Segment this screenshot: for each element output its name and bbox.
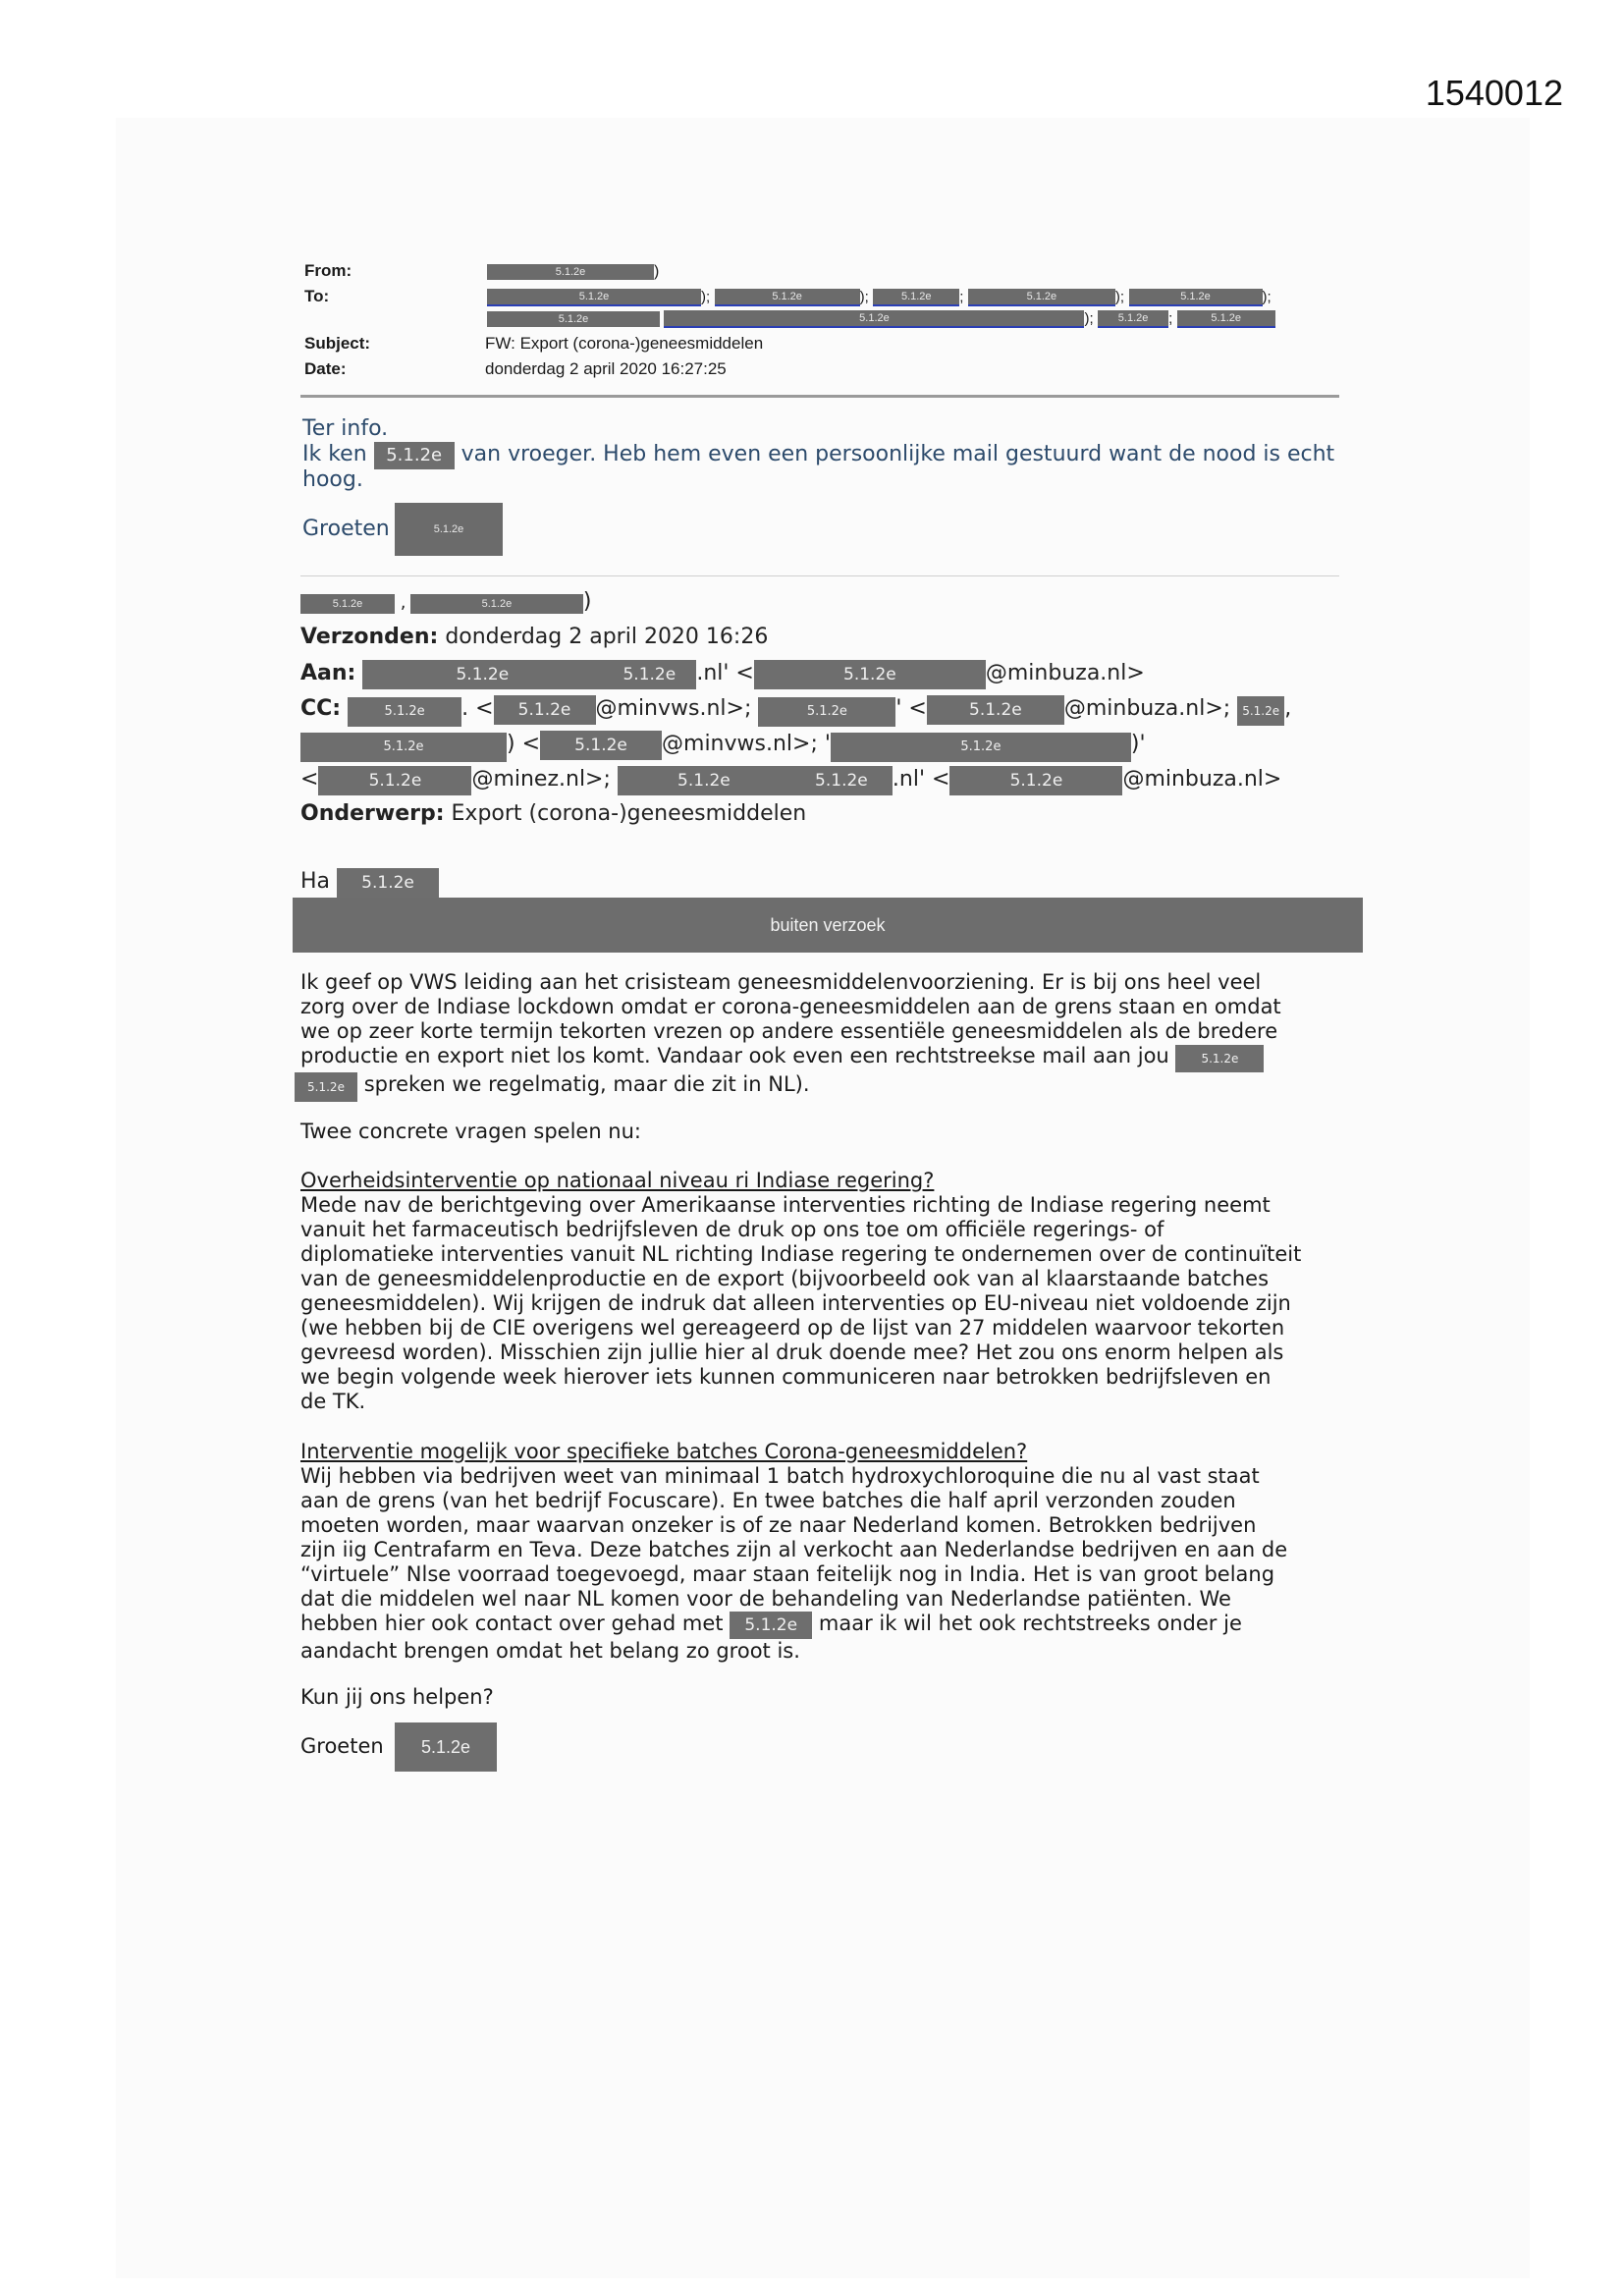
header-divider (300, 395, 1339, 398)
closing-question: Kun jij ons helpen? (300, 1685, 494, 1709)
body-paragraph-2: Twee concrete vragen spelen nu: (300, 1120, 642, 1143)
closing-signature-redaction: 5.1.2e (395, 1722, 497, 1772)
forward-line1: Ter info. (302, 416, 389, 441)
to-label: To: (304, 287, 330, 305)
date-label: Date: (304, 359, 347, 378)
section-heading-1: Overheidsinterventie op nationaal niveau ri Indiase regering? (300, 1169, 935, 1192)
forward-line3: hoog. (302, 467, 363, 492)
subject-label: Subject: (304, 334, 371, 353)
body-paragraph-1: Ik geef op VWS leiding aan het crisisteam geneesmiddelenvoorziening. Er is bij ons heel veel zorg over de Indiase lockdown omdat er corona-geneesmiddelen aan de grens staan en omdat we op zeer korte termijn tekorten vrezen op andere essentiële geneesmiddelen als de bredere productie en export niet los komt. Vandaar ook even een rechtstreekse mail aan jou 5.1.2e 5.1.2e spreken we regelmatig, maar die zit in NL). (300, 970, 1281, 1102)
cc-line3: < 5.1.2e @minez.nl>; 5.1.2e 5.1.2e .nl' < 5.1.2e @minbuza.nl> (300, 766, 1281, 795)
forward-signoff: Groeten (302, 517, 390, 541)
to-redacted-row1: 5.1.2e ); 5.1.2e ); 5.1.2e ; 5.1.2e ); 5.1.2e ); (487, 289, 1272, 306)
document-number: 1540012 (1425, 73, 1563, 113)
from-label: From: (304, 261, 352, 280)
greeting-redaction: 5.1.2e (337, 868, 439, 898)
cc-line2: 5.1.2e ) < 5.1.2e @minvws.nl>; ' 5.1.2e )' (300, 731, 1146, 762)
cc-line1: CC: 5.1.2e . < 5.1.2e @minvws.nl>; 5.1.2e ' < 5.1.2e @minbuza.nl>; 5.1.2e , (300, 695, 1291, 727)
redaction-box: 5.1.2e (374, 442, 455, 469)
quote-divider (300, 575, 1339, 576)
to-redacted-row2: 5.1.2e 5.1.2e ); 5.1.2e ; 5.1.2e (487, 310, 1275, 328)
closing-signoff: Groeten (300, 1734, 384, 1758)
date-value: donderdag 2 april 2020 16:27:25 (485, 359, 727, 378)
body-section-1: Overheidsinterventie op nationaal niveau ri Indiase regering? Mede nav de berichtgeving over Amerikaanse interventies richting de Indiase regering neemt vanuit het farmaceutisch bedrijfsleven de druk op ons toe om officiële regerings- of diplomatieke interventies vanuit NL richting Indiase regering te ondernemen over de continuïteit van de geneesmiddelenproductie en de export (bijvoorbeeld ook van al klaarstaande batches geneesmiddelen). Wij krijgen de indruk dat alleen interventies op EU-niveau niet voldoende zijn (we hebben bij de CIE overigens wel gereageerd op de lijst van 27 middelen waarvoor tekorten gevreesd worden). Misschien zijn jullie hier al druk doende mee? Het zou ons enorm helpen als we begin volgende week hierover iets kunnen communiceren naar betrokken bedrijfsleven en de TK. (300, 1169, 1302, 1413)
outside-request-banner: buiten verzoek (293, 898, 1363, 953)
signature-redaction: 5.1.2e (395, 503, 503, 556)
onderwerp-line: Onderwerp: Export (corona-)geneesmiddelen (300, 801, 807, 826)
greeting: Ha 5.1.2e (300, 868, 439, 898)
aan-line: Aan: 5.1.2e 5.1.2e .nl' < 5.1.2e @minbuza.nl> (300, 660, 1145, 689)
from-redacted: 5.1.2e ) (487, 263, 659, 281)
subject-value: FW: Export (corona-)geneesmiddelen (485, 334, 764, 353)
sent-line: Verzonden: donderdag 2 april 2020 16:26 (300, 625, 769, 649)
forward-line2: Ik ken 5.1.2e van vroeger. Heb hem even een persoonlijke mail gestuurd want de nood is echt (302, 442, 1334, 469)
section-heading-2: Interventie mogelijk voor specifieke batches Corona-geneesmiddelen? (300, 1440, 1028, 1463)
body-section-2: Interventie mogelijk voor specifieke batches Corona-geneesmiddelen? Wij hebben via bedrijven weet van minimaal 1 batch hydroxychloroquine die nu al vast staat aan de grens (van het bedrijf Focuscare). En twee batches die half april verzonden zouden moeten worden, maar waarvan onzeker is of ze naar Nederland komen. Betrokken bedrijven zijn iig Centrafarm en Teva. Deze batches zijn al verkocht aan Nederlandse bedrijven en aan de “virtuele” Nlse voorraad toegevoegd, maar staan feitelijk nog in India. Het is van groot belang dat die middelen wel naar NL komen voor de behandeling van Nederlandse patiënten. We hebben hier ook contact over gehad met 5.1.2e maar ik wil het ook rechtstreeks onder je aandacht brengen omdat het belang zo groot is. (300, 1440, 1288, 1663)
original-from-redacted: 5.1.2e , 5.1.2e ) (300, 589, 592, 614)
